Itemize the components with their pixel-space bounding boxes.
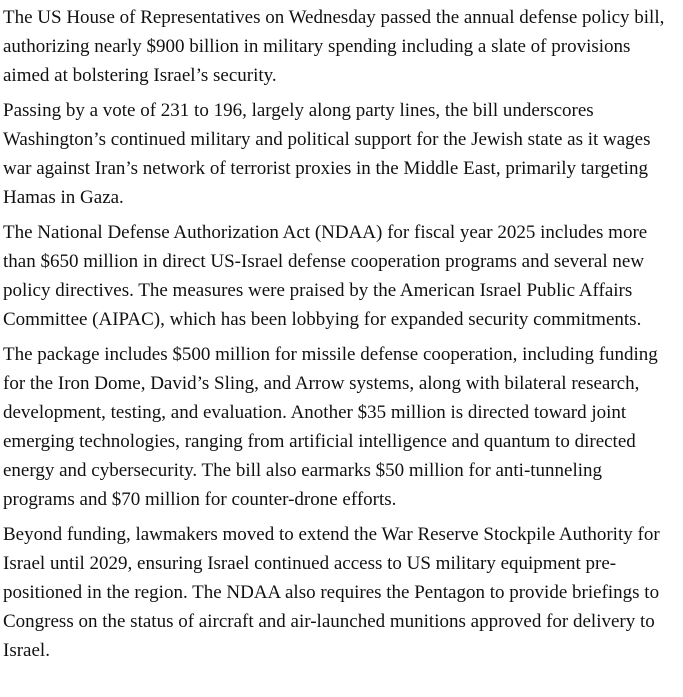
paragraph-stockpile-authority: Beyond funding, lawmakers moved to extend the War Reserve Stockpile Authority for Israel until 2029, ensuring Israel continued access to US military equipment pre-positioned in the region. The NDAA also requires the Pentagon to provide briefings to Congress on the status of aircraft and air-launched munitions approved for delivery to Israel. xyxy=(3,524,660,661)
paragraph-ndaa-overview: The National Defense Authorization Act (NDAA) for fiscal year 2025 includes more than $650 million in direct US-Israel defense cooperation programs and several new policy directives. The measures were praised by the American Israel Public Affairs Committee (AIPAC), which has been lobbying for expanded security commitments. xyxy=(3,222,648,330)
paragraph-vote-tally: Passing by a vote of 231 to 196, largely along party lines, the bill underscores Washington’s continued military and political support for the Jewish state as it wages war against Iran’s network of terrorist proxies in the Middle East, primarily targeting Hamas in Gaza. xyxy=(3,100,651,208)
paragraph-house-vote-intro: The US House of Representatives on Wednesday passed the annual defense policy bill, authorizing nearly $900 billion in military spending including a slate of provisions aimed at bolstering Israel’s security. xyxy=(3,7,665,86)
paragraph-funding-breakdown: The package includes $500 million for missile defense cooperation, including funding for the Iron Dome, David’s Sling, and Arrow systems, along with bilateral research, development, testing, and evaluation. Another $35 million is directed toward joint emerging technologies, ranging from artificial intelligence and quantum to directed energy and cybersecurity. The bill also earmarks $50 million for anti-tunneling programs and $70 million for counter-drone efforts. xyxy=(3,344,658,510)
